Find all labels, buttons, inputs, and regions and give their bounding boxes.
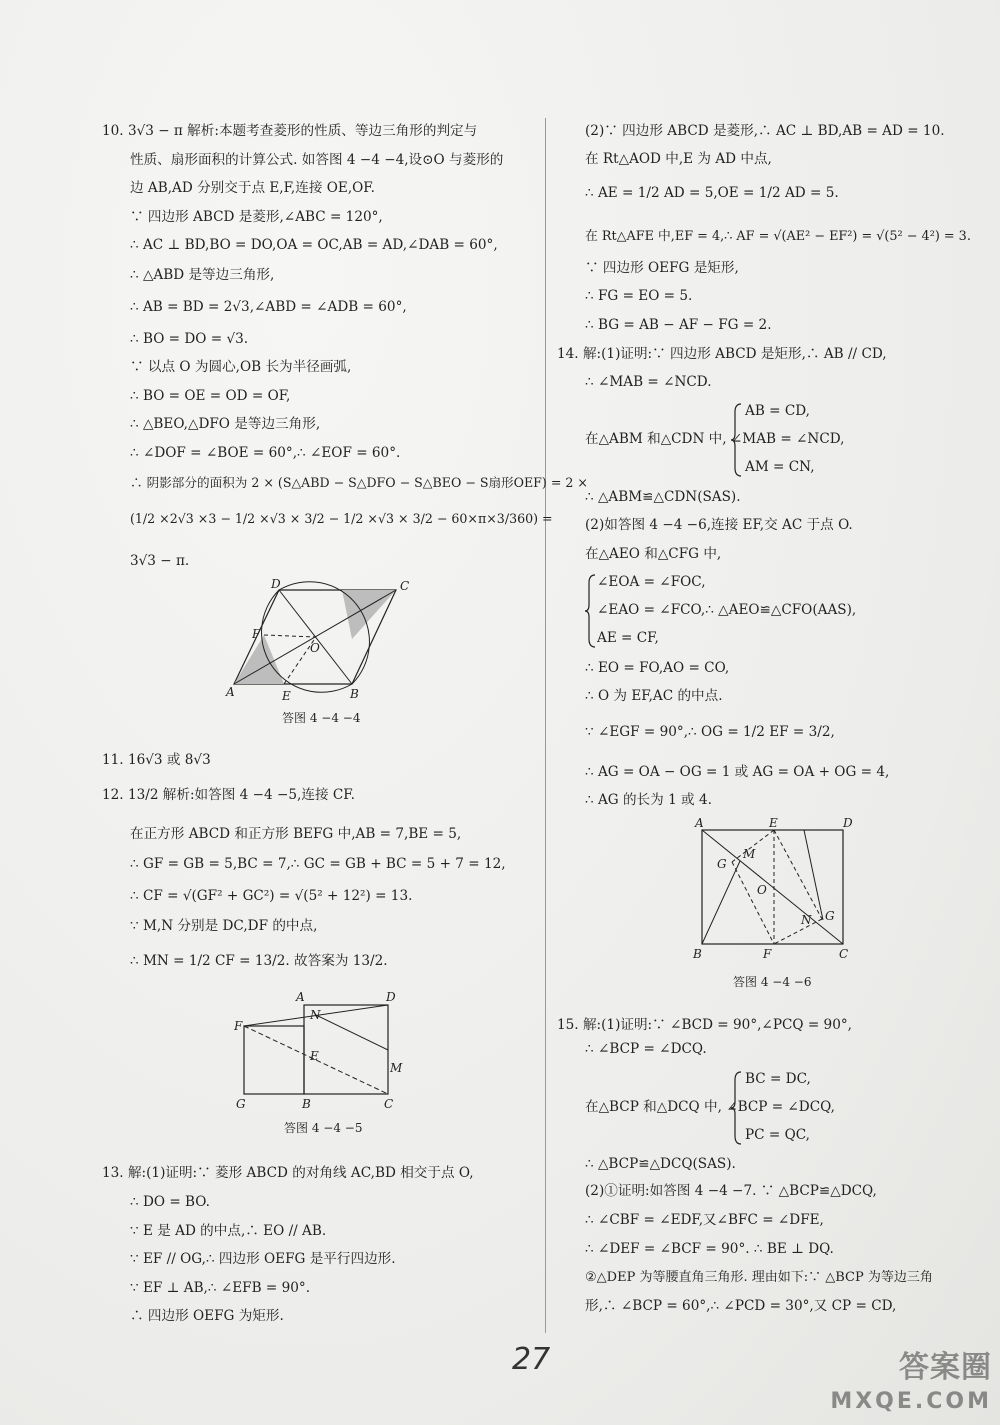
text-line: ∵ 四边形 OEFG 是矩形, [585,260,739,276]
text-line: 在正方形 ABCD 和正方形 BEFG 中,AB = 7,BE = 5, [130,826,462,842]
label-o: O [310,641,320,655]
text-line: ∴ 阴影部分的面积为 2 × (S△ABD − S△DFO − S△BEO − S扇形OEF) = 2 × [130,475,588,490]
label-d: D [386,990,396,1004]
text-line: ∴ △BEO,△DFO 是等边三角形, [130,416,321,432]
text-line: ∵ E 是 AD 的中点,∴ EO // AB. [130,1223,327,1239]
text-line: ∴ ∠BCP = ∠DCQ. [585,1041,707,1057]
text-line: ∵ 四边形 ABCD 是菱形,∠ABC = 120°, [130,209,383,225]
text-line: (2)①证明:如答图 4 −4 −7. ∵ △BCP≌△DCQ, [585,1183,877,1199]
page-number: 27 [512,1342,551,1377]
label-b: B [302,1097,311,1110]
text-line: ∵ 以点 O 为圆心,OB 长为半径画弧, [130,359,352,375]
text-line: ∴ MN = 1/2 CF = 13/2. 故答案为 13/2. [130,953,388,969]
label-g: G [717,857,727,871]
text-line: (2)∵ 四边形 ABCD 是菱形,∴ AC ⊥ BD,AB = AD = 10. [585,123,945,139]
label-c: C [839,947,849,961]
diagonal-ac [702,830,843,944]
watermark-logo [830,1351,992,1419]
label-e: E [282,689,291,703]
watermark-url: MXQE.COM [830,1389,992,1414]
text-line: PC = QC, [745,1127,810,1143]
text-line: 15. 解:(1)证明:∵ ∠BCD = 90°,∠PCQ = 90°, [557,1017,852,1033]
text-line: ∴ ∠DEF = ∠BCF = 90°. ∴ BE ⊥ DQ. [585,1241,834,1257]
text-line: ∴ △BCP≌△DCQ(SAS). [585,1156,736,1172]
text-line: AM = CN, [745,459,815,475]
text-line: ∵ ∠EGF = 90°,∴ OG = 1/2 EF = 3/2, [585,724,835,740]
text-line: ∴ DO = BO. [130,1194,210,1210]
segment-nm [316,1015,388,1050]
text-line: ∴ AC ⊥ BD,BO = DO,OA = OC,AB = AD,∠DAB = 60°, [130,237,498,253]
text-line: ∴ FG = EO = 5. [585,288,693,304]
label-g: G [236,1097,246,1110]
caption-fig-4-4-6: 答图 4 −4 −6 [733,975,812,989]
label-a: A [695,816,704,830]
label-f: F [763,947,772,961]
text-line: 12. 13/2 解析:如答图 4 −4 −5,连接 CF. [102,787,355,803]
text-line: ∴ O 为 EF,AC 的中点. [585,688,723,704]
text-line: 边 AB,AD 分别交于点 E,F,连接 OE,OF. [130,180,375,196]
text-line: ∵ EF ⊥ AB,∴ ∠EFB = 90°. [130,1280,311,1296]
caption-fig-4-4-4: 答图 4 −4 −4 [282,711,361,725]
segment-gf2 [774,919,822,944]
segment-fo [264,635,316,637]
text-line: ∴ CF = √(GF² + GC²) = √(5² + 12²) = 13. [130,888,413,904]
label-m: M [743,847,756,861]
text-line: 在△BCP 和△DCQ 中, ∠BCP = ∠DCQ, [585,1099,835,1115]
text-line: ∴ △ABD 是等边三角形, [130,267,275,283]
text-line: ∴ ∠CBF = ∠EDF,又∠BFC = ∠DFE, [585,1212,824,1228]
text-line: 性质、扇形面积的计算公式. 如答图 4 −4 −4,设⊙O 与菱形的 [130,152,504,168]
text-line: AB = CD, [745,403,810,419]
text-line: ∠EOA = ∠FOC, [597,574,706,590]
text-line: 13. 解:(1)证明:∵ 菱形 ABCD 的对角线 AC,BD 相交于点 O, [102,1165,474,1181]
text-line: ∠EAO = ∠FCO,∴ △AEO≌△CFO(AAS), [597,602,857,618]
text-line: 在△AEO 和△CFG 中, [585,546,722,562]
segment-dn [804,830,823,920]
text-line: ∴ AG = OA − OG = 1 或 AG = OA + OG = 4, [585,764,890,780]
text-line: 在 Rt△AOD 中,E 为 AD 中点, [585,151,772,167]
text-line: ∴ EO = FO,AO = CO, [585,660,730,676]
text-line: 11. 16√3 或 8√3 [102,752,211,768]
segment-eg2 [774,830,822,919]
text-line: 3√3 − π. [130,553,190,569]
label-f: F [252,627,261,641]
text-line: ∴ 四边形 OEFG 为矩形. [130,1308,284,1324]
label-g2: G [825,909,835,923]
text-line: ②△DEP 为等腰直角三角形. 理由如下:∵ △BCP 为等边三角 [585,1270,933,1285]
label-b: B [350,687,359,701]
label-a: A [226,685,235,699]
brace-icon [731,1070,743,1146]
label-e: E [769,816,778,830]
text-line: ∴ BO = OE = OD = OF, [130,388,291,404]
text-line: ∵ M,N 分别是 DC,DF 的中点, [130,918,318,934]
figure-4-4-4 [224,578,414,718]
text-line: ∴ BO = DO = √3. [130,331,249,347]
label-d: D [843,816,853,830]
text-line: (1/2 ×2√3 ×3 − 1/2 ×√3 × 3/2 − 1/2 ×√3 × 3/2 − 60×π×3/360) = [130,511,553,526]
label-a: A [296,990,305,1004]
label-f: F [234,1019,243,1033]
text-line: 在△ABM 和△CDN 中, ∠MAB = ∠NCD, [585,431,845,447]
text-line: ∵ EF // OG,∴ 四边形 OEFG 是平行四边形. [130,1251,396,1267]
figure-4-4-5 [230,990,415,1110]
text-line: (2)如答图 4 −4 −6,连接 EF,交 AC 于点 O. [585,517,853,533]
brace-icon [585,573,597,649]
segment-gf [732,862,774,944]
segment-bm [702,861,740,944]
label-m: M [390,1061,403,1075]
text-line: 10. 3√3 − π 解析:本题考查菱形的性质、等边三角形的判定与 [102,123,478,139]
text-line: ∴ ∠MAB = ∠NCD. [585,374,712,390]
text-line: ∴ GF = GB = 5,BC = 7,∴ GC = GB + BC = 5 + 7 = 12, [130,856,506,872]
label-n: N [310,1008,321,1022]
figure-4-4-6 [683,816,855,966]
text-line: ∴ BG = AB − AF − FG = 2. [585,317,772,333]
text-line: BC = DC, [745,1071,811,1087]
text-line: ∴ AG 的长为 1 或 4. [585,792,712,808]
label-d: D [271,578,281,591]
label-o: O [757,883,767,897]
label-e: E [310,1049,319,1063]
text-line: ∴ AE = 1/2 AD = 5,OE = 1/2 AD = 5. [585,185,839,201]
text-line: ∴ AB = BD = 2√3,∠ABD = ∠ADB = 60°, [130,299,407,315]
label-n: N [801,913,812,927]
label-c: C [400,579,410,593]
text-line: ∴ ∠DOF = ∠BOE = 60°,∴ ∠EOF = 60°. [130,445,401,461]
column-divider [545,118,546,1333]
label-c: C [384,1097,394,1110]
caption-fig-4-4-5: 答图 4 −4 −5 [284,1121,363,1135]
text-line: 在 Rt△AFE 中,EF = 4,∴ AF = √(AE² − EF²) = √(5² − 4²) = 3. [585,229,971,244]
text-line: 14. 解:(1)证明:∵ 四边形 ABCD 是矩形,∴ AB // CD, [557,346,887,362]
text-line: ∴ △ABM≌△CDN(SAS). [585,489,741,505]
watermark-title: 答案圈 [899,1350,992,1385]
brace-icon [731,402,743,478]
square-bgfe [244,1026,304,1094]
text-line: AE = CF, [597,630,659,646]
label-b: B [693,947,702,961]
text-line: 形,∴ ∠BCP = 60°,∴ ∠PCD = 30°,又 CP = CD, [585,1298,897,1314]
